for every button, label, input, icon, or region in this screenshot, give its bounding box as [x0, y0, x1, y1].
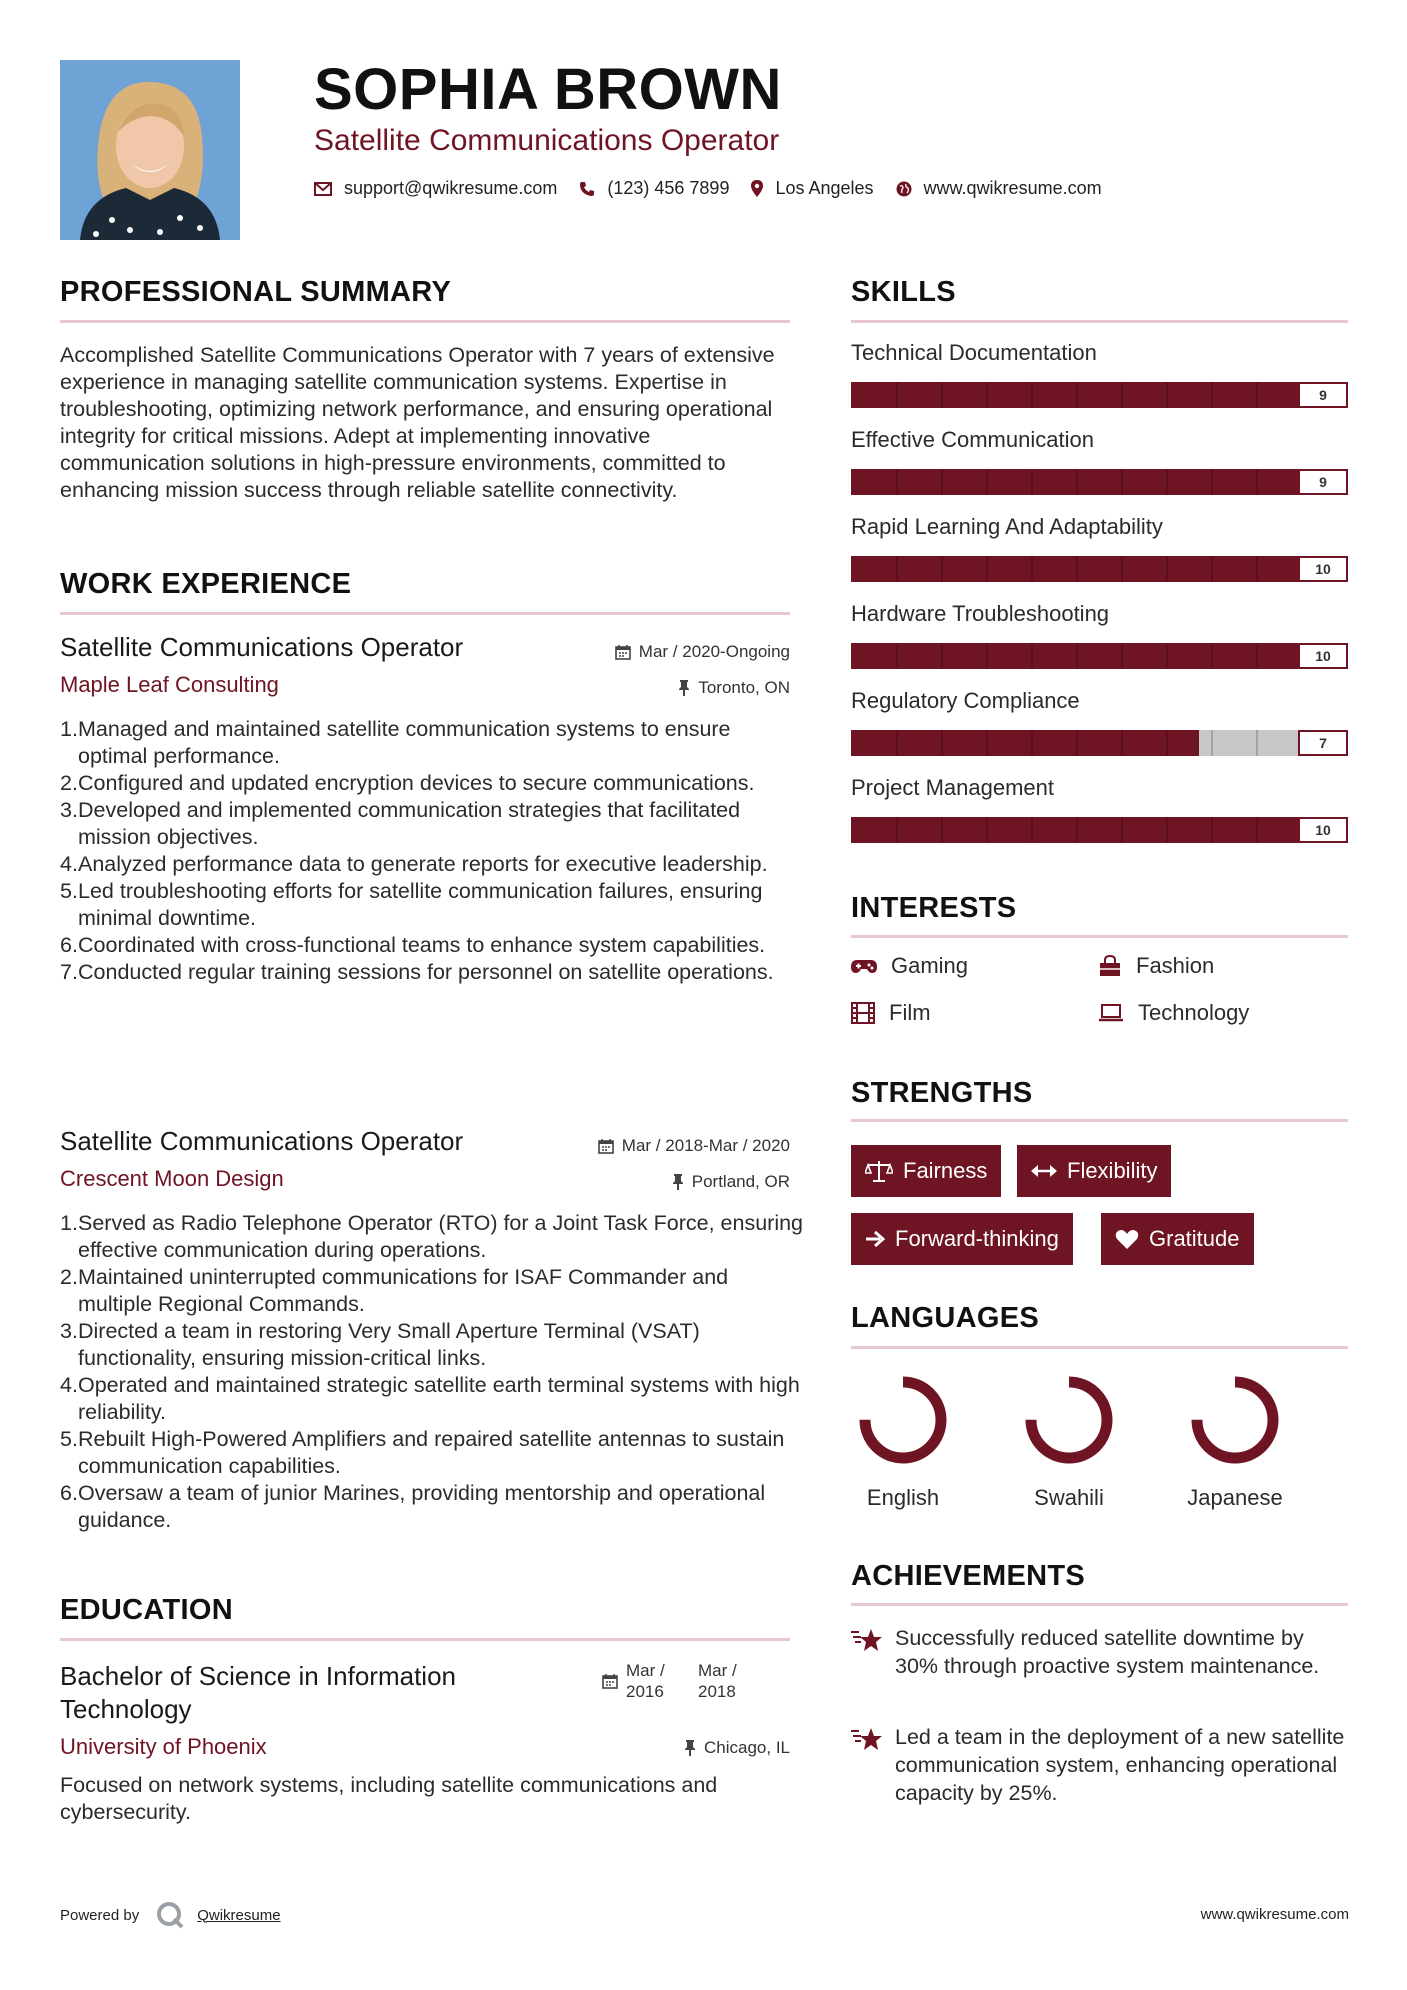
duty-item: Led troubleshooting efforts for satellite communication failures, ensuring minimal downtime. [78, 879, 763, 930]
strength-chip-flexibility [1017, 1145, 1171, 1197]
skill-bar-fill [851, 817, 1348, 843]
calendar-icon [602, 1673, 618, 1689]
duty-item: Conducted regular training sessions for personnel on satellite operations. [78, 960, 774, 984]
duty-item: Coordinated with cross-functional teams to enhance system capabilities. [78, 933, 766, 957]
interests-heading: INTERESTS [851, 892, 1017, 924]
education-location [684, 1738, 790, 1758]
education-start: Mar / 2016 [626, 1661, 665, 1701]
skill-bar-divider [1076, 730, 1078, 756]
brand-link[interactable]: Qwikresume [197, 1906, 281, 1924]
skills-list [851, 340, 1348, 860]
strength-chip-forward-thinking [851, 1213, 1073, 1265]
skill-bar-divider [1166, 730, 1168, 756]
skill-bar-divider [1211, 469, 1213, 495]
duty-item: Developed and implemented communication strategies that facilitated mission objectives. [78, 798, 741, 849]
contact-location [751, 178, 873, 199]
calendar-icon [615, 644, 631, 660]
skill-bar-divider [941, 469, 943, 495]
strength-chip-fairness [851, 1145, 1001, 1197]
candidate-title: Satellite Communications Operator [314, 124, 780, 157]
skill-bar-divider [896, 730, 898, 756]
skill-bar-fill [851, 556, 1348, 582]
candidate-name: SOPHIA BROWN [314, 57, 782, 122]
language-level-ring [1185, 1370, 1285, 1470]
skill-bar-fill [851, 643, 1348, 669]
skill-bar-divider [1256, 382, 1258, 408]
language-name: English [866, 1485, 940, 1510]
skill-bar [851, 730, 1348, 756]
pushpin-icon [684, 1740, 696, 1756]
education-divider [60, 1638, 790, 1641]
skill-bar-divider [1166, 817, 1168, 843]
language-level-arc [1197, 1382, 1273, 1458]
achievement-item [851, 1624, 1348, 1680]
qwikresume-logo-icon [155, 1900, 185, 1930]
duty-item: Configured and updated encryption devices to secure communications. [78, 771, 755, 795]
skill-bar-divider [1121, 469, 1123, 495]
education-dates [602, 1660, 756, 1702]
skill-bar-fill [851, 730, 1199, 756]
skill-bar-divider [1031, 469, 1033, 495]
skill-bar-divider [941, 643, 943, 669]
language-level-arc [865, 1382, 941, 1458]
education-end: Mar / 2018 [698, 1661, 737, 1701]
skill-name: Effective Communication [851, 427, 1094, 452]
skill-bar-divider [986, 730, 988, 756]
interest-fashion [1098, 953, 1214, 979]
skill-name: Technical Documentation [851, 340, 1097, 365]
location-text: Los Angeles [775, 178, 874, 198]
skill-bar-divider [1121, 556, 1123, 582]
skills-heading: SKILLS [851, 276, 956, 308]
gamepad-icon [851, 958, 877, 974]
skill-bar-divider [986, 556, 988, 582]
film-icon [851, 1002, 875, 1024]
job-location [678, 678, 790, 698]
strength-chip-gratitude [1101, 1213, 1254, 1265]
balance-scale-icon [865, 1160, 893, 1182]
skill-bar-divider [1076, 643, 1078, 669]
strength-label: Forward-thinking [895, 1226, 1059, 1251]
skill-score: 10 [1298, 643, 1348, 669]
school-name: University of Phoenix [60, 1734, 267, 1759]
skill-bar-divider [896, 817, 898, 843]
strengths-heading: STRENGTHS [851, 1077, 1033, 1109]
duty-item: Rebuilt High-Powered Amplifiers and repaired satellite antennas to sustain communication capabilities. [78, 1427, 785, 1478]
footer-branding [60, 1900, 281, 1930]
skill-bar-divider [1256, 643, 1258, 669]
skill-bar-divider [941, 730, 943, 756]
shooting-star-icon [851, 1626, 883, 1654]
skill-bar-divider [1256, 469, 1258, 495]
summary-heading: PROFESSIONAL SUMMARY [60, 276, 452, 308]
skill-name: Regulatory Compliance [851, 688, 1080, 713]
map-pin-icon [751, 180, 763, 197]
skill-bar-divider [1166, 469, 1168, 495]
interest-gaming [851, 953, 968, 979]
envelope-icon [314, 182, 332, 196]
skill-bar-divider [1121, 643, 1123, 669]
languages-divider [851, 1346, 1348, 1349]
achievement-text: Successfully reduced satellite downtime by 30% through proactive system maintenance. [895, 1626, 1320, 1678]
skill-bar-divider [1031, 643, 1033, 669]
job-dates-text: Mar / 2018-Mar / 2020 [621, 1136, 790, 1155]
skill-bar [851, 469, 1348, 495]
job-entry-2 [60, 1126, 804, 1546]
duty-item: Directed a team in restoring Very Small Aperture Terminal (VSAT) functionality, ensuring mission-critical links. [78, 1319, 700, 1370]
company-name: Crescent Moon Design [60, 1166, 284, 1191]
skill-bar-divider [1121, 817, 1123, 843]
skill-bar-divider [1256, 817, 1258, 843]
duty-item: Operated and maintained strategic satellite earth terminal systems with high reliability. [78, 1373, 800, 1424]
summary-text: Accomplished Satellite Communications Operator with 7 years of extensive experience in managing satellite communication systems. Expertise in troubleshooting, optimizing network performance, and ensuring operational integrity for critical missions. Adept at implementing innovative communication solutions in high-pressure environments, committed to enhancing mission success through reliable satellite connectivity. [60, 343, 775, 502]
education-location-text: Chicago, IL [704, 1738, 790, 1757]
skill-score: 9 [1298, 382, 1348, 408]
interest-label: Film [889, 1000, 931, 1025]
skill-bar-divider [941, 817, 943, 843]
laptop-icon [1098, 1004, 1124, 1022]
duty-item: Managed and maintained satellite communication systems to ensure optimal performance. [78, 717, 731, 768]
strength-label: Fairness [903, 1158, 988, 1183]
skill-score: 10 [1298, 556, 1348, 582]
skill-score: 9 [1298, 469, 1348, 495]
skill-bar-divider [1211, 817, 1213, 843]
skill-bar [851, 643, 1348, 669]
achievements-heading: ACHIEVEMENTS [851, 1560, 1086, 1592]
job-dates-text: Mar / 2020-Ongoing [638, 642, 790, 661]
skill-bar-divider [1076, 382, 1078, 408]
skill-bar-divider [1031, 817, 1033, 843]
skill-bar-divider [1031, 382, 1033, 408]
skill-bar-divider [1211, 556, 1213, 582]
skill-bar-fill [851, 469, 1298, 495]
job-location-text: Portland, OR [691, 1172, 790, 1191]
interest-label: Technology [1138, 1000, 1250, 1025]
duty-item: Served as Radio Telephone Operator (RTO) for a Joint Task Force, ensuring effective communication during operations. [78, 1211, 804, 1262]
skill-name: Project Management [851, 775, 1054, 800]
language-level-ring [853, 1370, 953, 1470]
skills-divider [851, 320, 1348, 323]
language-name: Japanese [1187, 1485, 1283, 1510]
contact-website[interactable] [896, 178, 1102, 199]
language-level-arc [1031, 1382, 1107, 1458]
skill-bar-divider [1211, 643, 1213, 669]
strengths-divider [851, 1119, 1348, 1122]
language-level-ring [1019, 1370, 1119, 1470]
skill-bar-divider [986, 643, 988, 669]
interest-label: Fashion [1136, 953, 1215, 978]
job-dates [615, 642, 790, 662]
language-item [1009, 1370, 1129, 1511]
footer-website[interactable]: www.qwikresume.com [1200, 1906, 1349, 1923]
shooting-star-icon [851, 1725, 883, 1753]
duty-item: Maintained uninterrupted communications for ISAF Commander and multiple Regional Commands. [78, 1265, 729, 1316]
interests-divider [851, 935, 1348, 938]
achievement-text: Led a team in the deployment of a new satellite communication system, enhancing operational capacity by 25%. [895, 1725, 1345, 1805]
duty-item: Oversaw a team of junior Marines, providing mentorship and operational guidance. [78, 1481, 766, 1532]
skill-bar [851, 556, 1348, 582]
arrow-right-icon [865, 1230, 885, 1248]
job-title: Satellite Communications Operator [60, 1126, 464, 1156]
contact-email[interactable] [314, 178, 557, 199]
strength-label: Flexibility [1067, 1158, 1158, 1183]
skill-bar-divider [1121, 730, 1123, 756]
skill-name: Hardware Troubleshooting [851, 601, 1110, 626]
skill-score: 7 [1298, 730, 1348, 756]
phone-text: (123) 456 7899 [607, 178, 730, 198]
contact-row [314, 178, 1124, 199]
skill-bar-divider [896, 643, 898, 669]
skill-bar-divider [941, 556, 943, 582]
skill-bar-divider [1166, 643, 1168, 669]
interest-technology [1098, 1000, 1249, 1026]
languages-heading: LANGUAGES [851, 1302, 1039, 1334]
website-text: www.qwikresume.com [923, 178, 1102, 198]
skill-bar-divider [1166, 382, 1168, 408]
interest-film [851, 1000, 931, 1026]
contact-phone[interactable] [579, 178, 729, 199]
achievement-item [851, 1723, 1348, 1807]
strength-label: Gratitude [1149, 1226, 1240, 1251]
heart-icon [1115, 1229, 1139, 1250]
duty-list [60, 716, 790, 986]
interest-label: Gaming [891, 953, 969, 978]
skill-bar-divider [896, 469, 898, 495]
skill-bar-divider [1076, 817, 1078, 843]
skill-bar-divider [986, 469, 988, 495]
degree-title: Bachelor of Science in Information Technology [60, 1661, 456, 1724]
language-name: Swahili [1034, 1485, 1104, 1510]
skill-bar [851, 382, 1348, 408]
work-heading: WORK EXPERIENCE [60, 568, 352, 600]
skill-bar-divider [1031, 556, 1033, 582]
phone-icon [579, 181, 595, 197]
powered-by-label: Powered by [60, 1906, 140, 1924]
work-divider [60, 612, 790, 615]
skill-bar-fill [851, 382, 1298, 408]
language-item [843, 1370, 963, 1511]
email-text: support@qwikresume.com [344, 178, 558, 198]
pushpin-icon [678, 680, 690, 696]
skill-bar-divider [896, 556, 898, 582]
duty-list [60, 1210, 808, 1534]
skill-name: Rapid Learning And Adaptability [851, 514, 1163, 539]
skill-bar-divider [896, 382, 898, 408]
skill-bar-divider [1121, 382, 1123, 408]
skill-bar-divider [1076, 469, 1078, 495]
duty-item: Analyzed performance data to generate reports for executive leadership. [78, 852, 768, 876]
job-dates [598, 1136, 790, 1156]
company-name: Maple Leaf Consulting [60, 672, 279, 697]
pushpin-icon [672, 1174, 684, 1190]
skill-bar-divider [1031, 730, 1033, 756]
shopping-bag-icon [1098, 955, 1122, 977]
achievements-divider [851, 1603, 1348, 1606]
skill-bar-divider [1256, 730, 1258, 756]
skill-bar [851, 817, 1348, 843]
job-title: Satellite Communications Operator [60, 632, 464, 662]
globe-icon [896, 181, 912, 197]
skill-bar-divider [1166, 556, 1168, 582]
arrows-horizontal-icon [1031, 1164, 1057, 1178]
skill-bar-divider [986, 817, 988, 843]
skill-score: 10 [1298, 817, 1348, 843]
education-description: Focused on network systems, including satellite communications and cybersecurity. [60, 1773, 718, 1824]
language-item [1175, 1370, 1295, 1511]
skill-bar-divider [1076, 556, 1078, 582]
calendar-icon [598, 1138, 614, 1154]
education-heading: EDUCATION [60, 1594, 233, 1626]
skill-bar-divider [1211, 730, 1213, 756]
skill-bar-divider [986, 382, 988, 408]
skill-bar-divider [1211, 382, 1213, 408]
skill-bar-divider [1256, 556, 1258, 582]
skill-bar-divider [941, 382, 943, 408]
profile-photo [60, 60, 240, 240]
summary-divider [60, 320, 790, 323]
job-location [672, 1172, 790, 1192]
job-location-text: Toronto, ON [698, 678, 790, 697]
